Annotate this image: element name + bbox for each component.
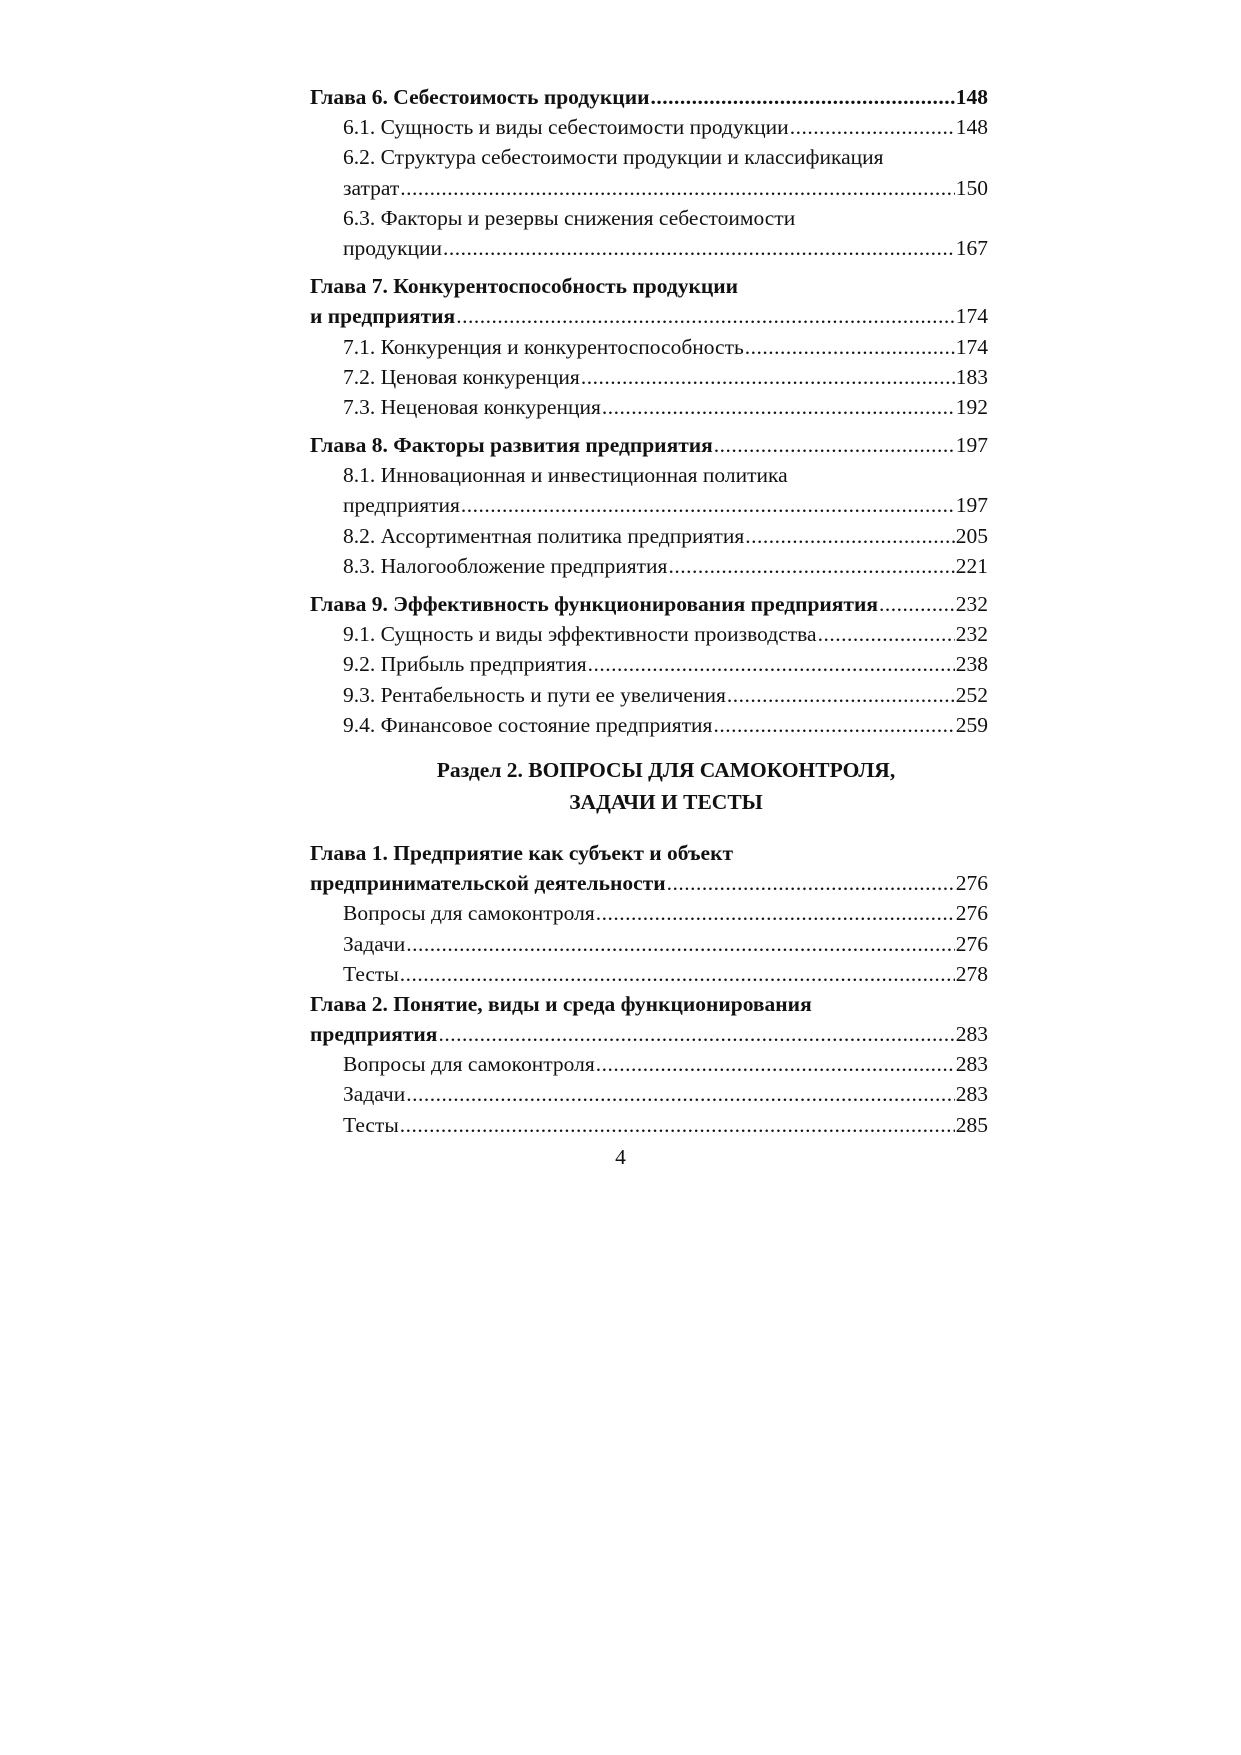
table-of-contents [310,82,988,1140]
dot-leader [400,1110,955,1140]
toc-chapter-7[interactable] [310,301,988,331]
toc-entry-6-1[interactable] [310,112,988,142]
dot-leader [456,301,955,331]
dot-leader [443,233,955,263]
toc-page-number: 238 [955,652,988,677]
dot-leader [714,430,955,460]
toc-entry-title: Тесты [343,1112,399,1137]
toc-entry-title: 7.1. Конкуренция и конкурентоспособность [343,334,744,359]
toc-entry-9-2[interactable] [310,649,988,679]
chapter-gap [310,422,988,430]
toc-entry-9-3[interactable] [310,680,988,710]
dot-leader [581,362,955,392]
dot-leader [588,649,955,679]
section-2-heading[interactable] [310,754,988,818]
toc-entry-6-3[interactable] [310,233,988,263]
dot-leader [818,619,955,649]
dot-leader [406,1079,954,1109]
toc-entry-7-1[interactable] [310,332,988,362]
toc-chapter-title: и предприятия [310,304,456,329]
toc-p2-entry-1-questions[interactable] [310,898,988,928]
toc-page-number: 285 [955,1112,988,1137]
chapter-gap [310,263,988,271]
toc-p2-entry-1-tasks[interactable] [310,929,988,959]
toc-entry-title: Тесты [343,961,399,986]
dot-leader [650,82,954,112]
dot-leader [745,521,955,551]
toc-page-number: 252 [955,682,988,707]
toc-page-number: 283 [955,1022,988,1047]
section-heading-line2: ЗАДАЧИ И ТЕСТЫ [569,789,763,814]
toc-entry-9-1[interactable] [310,619,988,649]
toc-page-number: 205 [955,523,988,548]
toc-page-number: 148 [955,85,988,109]
toc-page-number: 174 [955,304,988,329]
toc-entry-title: Задачи [343,931,406,956]
toc-entry-title: 8.3. Налогообложение предприятия [343,553,668,578]
toc-entry-6-3-line1[interactable]: 6.3. Факторы и резервы снижения себестоимости [343,205,796,230]
toc-page-number: 259 [955,712,988,737]
section-heading-line1: Раздел 2. ВОПРОСЫ ДЛЯ САМОКОНТРОЛЯ, [436,757,896,782]
toc-chapter-title: Глава 6. Себестоимость продукции [310,85,650,109]
toc-page-number: 278 [955,961,988,986]
toc-p2-chapter-1[interactable] [310,868,988,898]
toc-entry-7-3[interactable] [310,392,988,422]
toc-p2-entry-2-questions[interactable] [310,1049,988,1079]
dot-leader [438,1019,954,1049]
toc-page-number: 183 [955,364,988,389]
dot-leader [727,680,955,710]
toc-p2-entry-2-tasks[interactable] [310,1079,988,1109]
toc-p2-chapter-1-line1[interactable]: Глава 1. Предприятие как субъект и объект [310,840,734,865]
toc-chapter-title: предпринимательской деятельности [310,871,666,896]
dot-leader [668,551,954,581]
toc-page-number: 192 [955,394,988,419]
toc-entry-title: 9.3. Рентабельность и пути ее увеличения [343,682,726,707]
dot-leader [400,173,954,203]
toc-p2-chapter-2-line1[interactable]: Глава 2. Понятие, виды и среда функционирования [310,991,812,1016]
dot-leader [406,929,954,959]
toc-entry-title: 9.1. Сущность и виды эффективности производства [343,622,817,647]
dot-leader [400,959,955,989]
toc-chapter-8[interactable] [310,430,988,460]
toc-entry-8-2[interactable] [310,521,988,551]
chapter-gap [310,581,988,589]
toc-p2-entry-2-tests[interactable] [310,1110,988,1140]
toc-p2-chapter-2[interactable] [310,1019,988,1049]
toc-chapter-title: Глава 8. Факторы развития предприятия [310,433,713,458]
toc-page-number: 232 [955,622,988,647]
toc-entry-title: Вопросы для самоконтроля [343,1052,595,1077]
dot-leader [745,332,955,362]
toc-entry-9-4[interactable] [310,710,988,740]
toc-page-number: 197 [955,493,988,518]
toc-page-number: 276 [955,871,988,896]
toc-entry-title: 6.1. Сущность и виды себестоимости продукции [343,115,789,140]
toc-entry-title: 7.2. Ценовая конкуренция [343,364,580,389]
dot-leader [461,490,955,520]
toc-entry-8-1[interactable] [310,490,988,520]
dot-leader [667,868,955,898]
toc-page-number: 276 [955,901,988,926]
toc-page-number: 167 [955,235,988,260]
toc-page-number: 197 [955,433,988,458]
dot-leader [713,710,954,740]
toc-chapter-7-line1[interactable]: Глава 7. Конкурентоспособность продукции [310,274,739,299]
toc-entry-title: 7.3. Неценовая конкуренция [343,394,601,419]
toc-chapter-9[interactable] [310,589,988,619]
toc-entry-title: 8.2. Ассортиментная политика предприятия [343,523,745,548]
dot-leader [879,589,955,619]
toc-page-number: 232 [955,592,988,616]
dot-leader [596,1049,955,1079]
toc-chapter-title: Глава 9. Эффективность функционирования предприятия [310,592,879,616]
toc-page-number: 174 [955,334,988,359]
toc-chapter-6[interactable] [310,82,988,112]
toc-page-number: 148 [955,115,988,140]
toc-entry-8-3[interactable] [310,551,988,581]
toc-entry-title: Вопросы для самоконтроля [343,901,595,926]
toc-page-number: 276 [955,931,988,956]
dot-leader [602,392,955,422]
toc-entry-title: 9.2. Прибыль предприятия [343,652,587,677]
toc-entry-title: 9.4. Финансовое состояние предприятия [343,712,713,737]
toc-entry-8-1-line1[interactable]: 8.1. Инновационная и инвестиционная политика [343,463,788,488]
toc-page-number: 221 [955,553,988,578]
toc-entry-6-2[interactable] [310,173,988,203]
toc-entry-6-2-line1[interactable]: 6.2. Структура себестоимости продукции и классификация [343,145,884,170]
toc-page-number: 283 [955,1082,988,1107]
page-number: 4 [615,1145,626,1169]
toc-entry-title: Задачи [343,1082,406,1107]
dot-leader [596,898,955,928]
toc-p2-entry-1-tests[interactable] [310,959,988,989]
toc-chapter-title: предприятия [310,1022,438,1047]
toc-entry-title: продукции [343,235,443,260]
toc-entry-7-2[interactable] [310,362,988,392]
toc-page-number: 283 [955,1052,988,1077]
toc-entry-title: затрат [343,175,400,200]
dot-leader [790,112,955,142]
toc-entry-title: предприятия [343,493,460,518]
toc-page-number: 150 [955,175,988,200]
